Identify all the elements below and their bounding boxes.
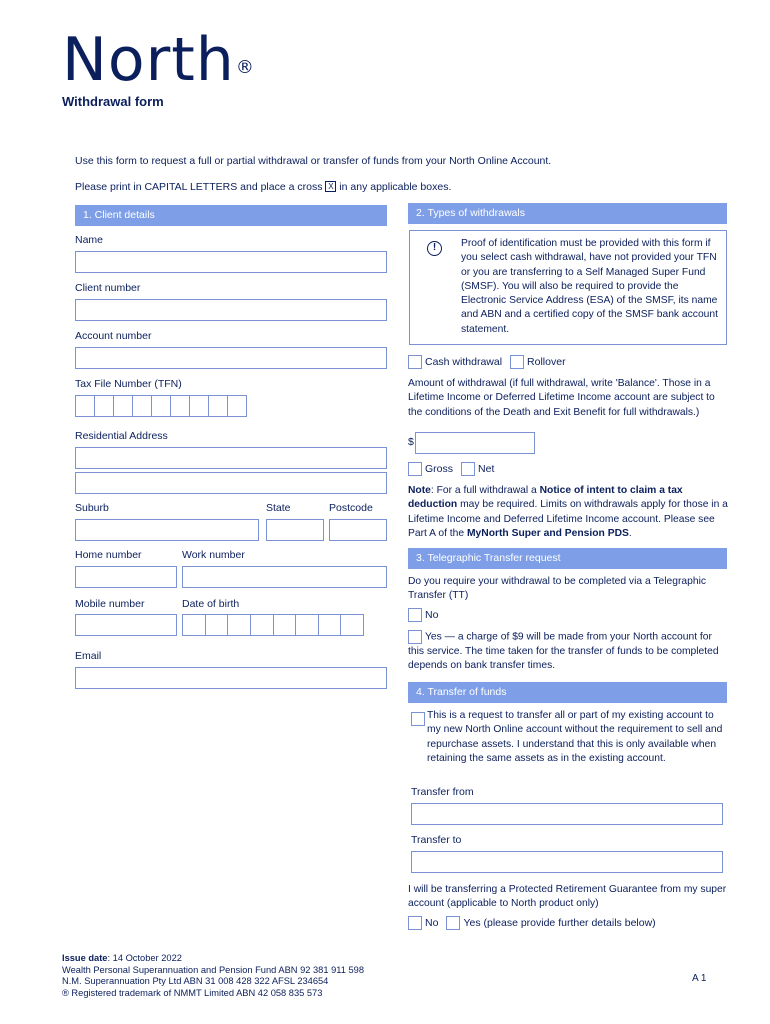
- tfn-digit-box[interactable]: [75, 395, 95, 417]
- transfer-from-label: Transfer from: [411, 786, 474, 798]
- intro-instructions: Please print in CAPITAL LETTERS and place a cross X in any applicable boxes.: [75, 181, 452, 193]
- suburb-field[interactable]: [75, 519, 259, 541]
- transfer-to-label: Transfer to: [411, 834, 462, 846]
- address-line-2-field[interactable]: [75, 472, 387, 494]
- prg-no-option[interactable]: No: [408, 916, 438, 930]
- id-requirement-text: Proof of identification must be provided with this form if you select cash withdrawal, have not provided your TFN or you are transferring to a Self Managed Super Fund (SMSF). You will also be required to provide the Electronic Service Address (ESA) of the SMSF, its name and ABN and a certified copy of the SMSF bank account statement.: [461, 238, 718, 335]
- issue-date: Issue date: 14 October 2022: [62, 953, 182, 963]
- prg-yes-checkbox[interactable]: [446, 916, 460, 930]
- tt-no-checkbox[interactable]: [408, 608, 422, 622]
- mobile-number-field[interactable]: [75, 614, 177, 636]
- tfn-digit-box[interactable]: [113, 395, 133, 417]
- tfn-digit-box[interactable]: [208, 395, 228, 417]
- section-client-details-header: 1. Client details: [75, 205, 387, 226]
- exclamation-circle-icon: !: [427, 241, 442, 256]
- cash-withdrawal-checkbox[interactable]: [408, 355, 422, 369]
- dob-digit-box[interactable]: [205, 614, 229, 636]
- email-label: Email: [75, 650, 102, 662]
- name-field[interactable]: [75, 251, 387, 273]
- home-number-label: Home number: [75, 549, 142, 561]
- tfn-label: Tax File Number (TFN): [75, 378, 182, 390]
- withdrawal-note: Note: For a full withdrawal a Notice of intent to claim a tax deduction may be required. Limits on withdrawals apply for those in a Lifetime Income and Deferred Lifetime Income account. Please see Part A of the MyNorth Super and Pension PDS.: [408, 485, 728, 539]
- withdrawal-type-options: [408, 355, 574, 369]
- transfer-request-checkbox[interactable]: [411, 710, 428, 728]
- account-number-field[interactable]: [75, 347, 387, 369]
- client-number-field[interactable]: [75, 299, 387, 321]
- date-of-birth-field[interactable]: [182, 614, 364, 636]
- dob-digit-box[interactable]: [250, 614, 274, 636]
- net-checkbox[interactable]: [461, 462, 475, 476]
- postcode-field[interactable]: [329, 519, 387, 541]
- work-number-field[interactable]: [182, 566, 387, 588]
- north-logo: North®: [62, 25, 255, 95]
- prg-yes-option[interactable]: Yes (please provide further details below): [446, 916, 655, 930]
- amount-of-withdrawal-label: Amount of withdrawal (if full withdrawal, write 'Balance'. Those in a Lifetime Income or Deferred Lifetime Income account are subject to the conditions of the Death and Exit Benefit for full withdrawals.): [408, 378, 715, 418]
- state-label: State: [266, 502, 291, 514]
- transfer-request-text: This is a request to transfer all or part of my existing account to my new North Online account without the requirement to sell and repurchase assets. I understand that this is only available when retaining the same assets as in the existing account.: [427, 710, 723, 764]
- transfer-from-field[interactable]: [411, 803, 723, 825]
- rollover-checkbox[interactable]: [510, 355, 524, 369]
- rollover-option[interactable]: Rollover: [510, 355, 566, 369]
- tt-yes-option[interactable]: Yes — a charge of $9 will be made from your North account for this service. The time taken for the transfer of funds to be completed depends on bank transfer times.: [408, 631, 719, 672]
- prg-question: I will be transferring a Protected Retirement Guarantee from my super account (applicable to North product only): [408, 884, 727, 910]
- mobile-number-label: Mobile number: [75, 598, 145, 610]
- tfn-digit-box[interactable]: [227, 395, 247, 417]
- cash-withdrawal-option[interactable]: Cash withdrawal: [408, 355, 502, 369]
- tt-no-option[interactable]: No: [408, 608, 438, 622]
- dob-digit-box[interactable]: [295, 614, 319, 636]
- amount-field[interactable]: [415, 432, 535, 454]
- gross-option[interactable]: Gross: [408, 462, 453, 476]
- tfn-digit-box[interactable]: [132, 395, 152, 417]
- section-transfer-of-funds-header: 4. Transfer of funds: [408, 682, 727, 703]
- tfn-digit-box[interactable]: [151, 395, 171, 417]
- intro-text: Use this form to request a full or partial withdrawal or transfer of funds from your North Online Account.: [75, 155, 552, 167]
- trademark-notice: ® Registered trademark of NMMT Limited ABN 42 058 835 573: [62, 987, 323, 998]
- tfn-field[interactable]: [75, 395, 247, 417]
- section-telegraphic-transfer-header: 3. Telegraphic Transfer request: [408, 548, 727, 569]
- cross-example-icon: X: [325, 181, 336, 192]
- currency-symbol: $: [408, 436, 414, 448]
- page-number: A 1: [692, 973, 707, 984]
- dob-digit-box[interactable]: [273, 614, 297, 636]
- gross-net-options: [408, 462, 502, 476]
- email-field[interactable]: [75, 667, 387, 689]
- postcode-label: Postcode: [329, 502, 373, 514]
- dob-digit-box[interactable]: [318, 614, 342, 636]
- residential-address-label: Residential Address: [75, 430, 168, 442]
- tfn-digit-box[interactable]: [170, 395, 190, 417]
- tt-yes-checkbox[interactable]: [408, 630, 422, 644]
- state-field[interactable]: [266, 519, 324, 541]
- work-number-label: Work number: [182, 549, 245, 561]
- transfer-request-box[interactable]: [411, 712, 425, 726]
- dob-digit-box[interactable]: [340, 614, 364, 636]
- dob-digit-box[interactable]: [182, 614, 206, 636]
- suburb-label: Suburb: [75, 502, 109, 514]
- transfer-to-field[interactable]: [411, 851, 723, 873]
- tfn-digit-box[interactable]: [189, 395, 209, 417]
- address-line-1-field[interactable]: [75, 447, 387, 469]
- net-option[interactable]: Net: [461, 462, 494, 476]
- fund-abn: Wealth Personal Superannuation and Pension Fund ABN 92 381 911 598: [62, 964, 365, 975]
- form-title: Withdrawal form: [62, 94, 164, 109]
- prg-no-checkbox[interactable]: [408, 916, 422, 930]
- account-number-label: Account number: [75, 330, 152, 342]
- footer-legal: [62, 953, 364, 999]
- dob-digit-box[interactable]: [227, 614, 251, 636]
- trustee-abn: N.M. Superannuation Pty Ltd ABN 31 008 428 322 AFSL 234654: [62, 976, 329, 987]
- tfn-digit-box[interactable]: [94, 395, 114, 417]
- tt-question: Do you require your withdrawal to be completed via a Telegraphic Transfer (TT): [408, 576, 707, 602]
- date-of-birth-label: Date of birth: [182, 598, 240, 610]
- prg-options: [408, 916, 664, 930]
- section-types-of-withdrawals-header: 2. Types of withdrawals: [408, 203, 727, 224]
- client-number-label: Client number: [75, 282, 141, 294]
- home-number-field[interactable]: [75, 566, 177, 588]
- id-requirement-notice: [409, 230, 727, 345]
- gross-checkbox[interactable]: [408, 462, 422, 476]
- name-label: Name: [75, 234, 104, 246]
